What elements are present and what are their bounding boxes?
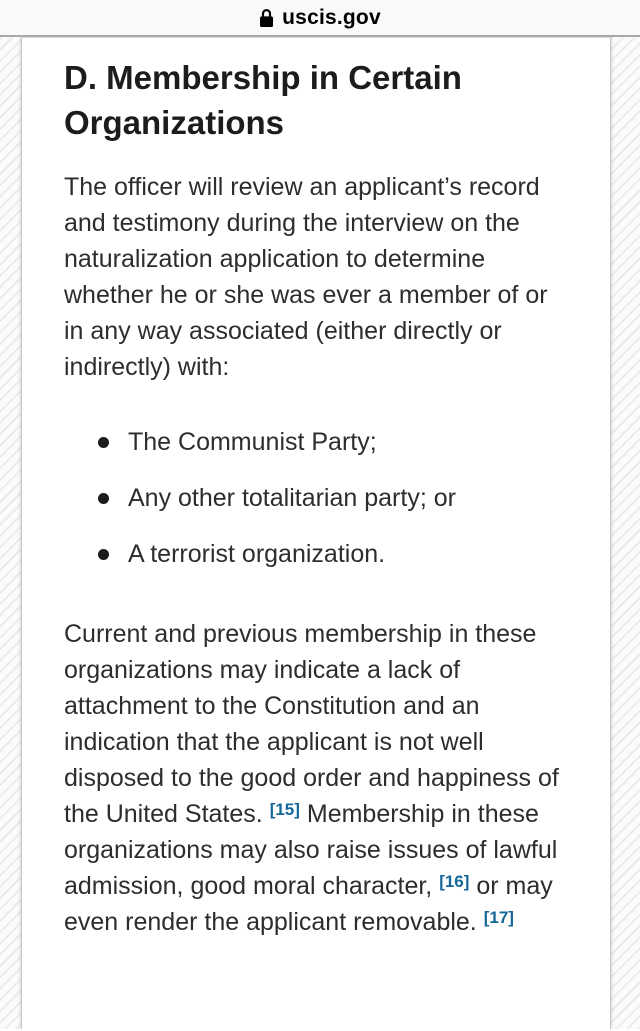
footnote-link-16[interactable]: [16]	[439, 872, 470, 891]
page-background	[0, 37, 640, 1029]
footnote-sup	[484, 905, 514, 928]
paragraph-text: or may even render the applicant removable.	[64, 872, 553, 936]
intro-paragraph: The officer will review an applicant’s record and testimony during the interview on the naturalization application to determine whether he or she was ever a member of or in any way associated (either directly or indirectly) with:	[64, 173, 548, 381]
lock-icon	[259, 8, 274, 28]
footnote-sup	[439, 869, 469, 892]
paragraph-text: Current and previous membership in these organizations may indicate a lack of attachment to the Constitution and an indication that the applicant is not well disposed to the good order and happiness of the United States.	[64, 620, 559, 828]
bullet-dot-icon	[98, 493, 109, 504]
bullet-dot-icon	[98, 437, 109, 448]
list-item	[64, 536, 566, 572]
footnote-sup	[270, 797, 300, 820]
url-text: uscis.gov	[282, 5, 381, 29]
footnote-link-17[interactable]: [17]	[483, 908, 514, 927]
list-item-text: A terrorist organization.	[128, 540, 386, 568]
content-card	[21, 37, 611, 1029]
bullet-list	[64, 424, 566, 572]
page-title: D. Membership in Certain Organizations	[64, 59, 462, 141]
paragraph-text: Membership in these organizations may also raise issues of lawful admission, good moral character,	[64, 800, 558, 900]
membership-paragraph	[64, 616, 566, 940]
list-item	[64, 424, 566, 460]
list-item	[64, 480, 566, 516]
footnote-link-15[interactable]: [15]	[269, 800, 300, 819]
bullet-dot-icon	[98, 549, 109, 560]
list-item-text: Any other totalitarian party; or	[128, 484, 456, 512]
list-item-text: The Communist Party;	[128, 428, 377, 456]
browser-url-bar[interactable]	[0, 0, 640, 37]
